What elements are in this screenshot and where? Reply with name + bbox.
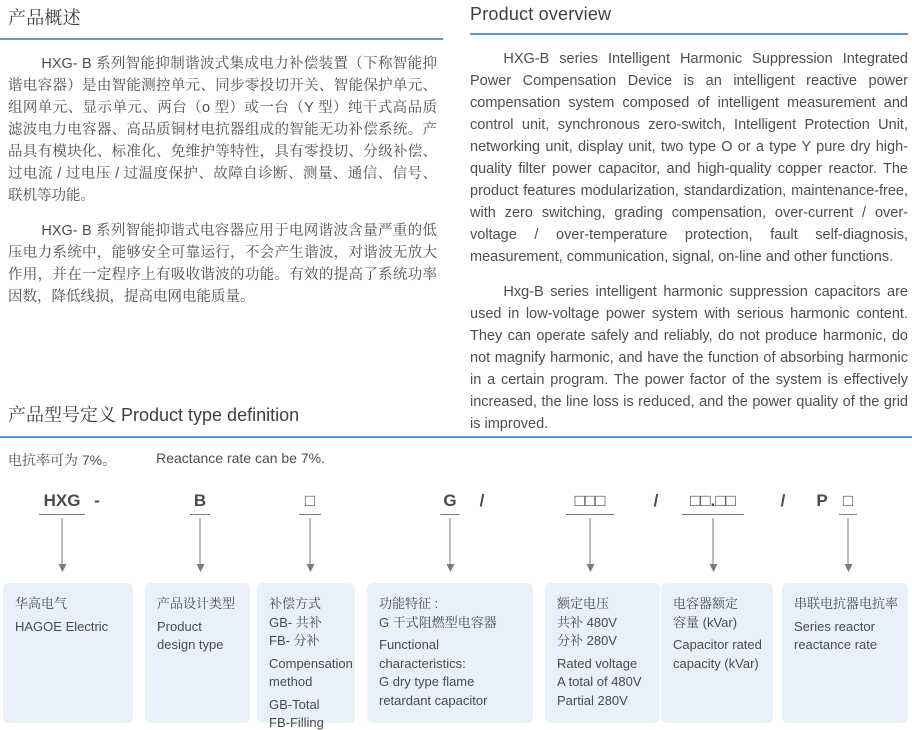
down-arrow-capacity [713, 518, 714, 564]
box-line-en: Compensation method [269, 655, 353, 689]
reactance-note-en: Reactance rate can be 7%. [156, 450, 326, 466]
token-reactance: □ [839, 491, 857, 515]
overview-paragraph-en-2: Hxg-B series intelligent harmonic suppression capacitors are used in low-voltage power system with serious harmonic content. They can operate safely and reliably, do not produce harmonic, do not magnify harmonic, and have the function of absorbing harmonic in a certain program. The power factor of the system is effectively increased, the line loss is reduced, and the power quality of the grid is improved. [470, 284, 908, 432]
box-line-en: Capacitor rated capacity (kVar) [673, 637, 762, 671]
legend-box-capacity [661, 583, 773, 723]
down-arrow-brand [62, 518, 63, 564]
token-compensation: □ [299, 491, 321, 515]
box-line-zh: FB- 分补 [269, 633, 320, 648]
overview-title-en: Product overview [470, 4, 612, 24]
box-line-en: Product design type [157, 618, 224, 652]
down-arrow-design-type [200, 518, 201, 564]
token-slash-3: / [780, 491, 786, 510]
overview-paragraph-zh-1: HXG- B 系列智能抑制谐波式集成电力补偿装置（下称智能抑谐电容器）是由智能测控单元、同步零投切开关、智能保护单元、组网单元、显示单元、两台（o 型）或一台（Y 型）纯干式高品质滤波电力电容器、高品质铜材电抗器组成的智能无功补偿系统。产品具有模块化、标准化、免维护等特性，具有零投切、分级补偿、过电流 / 过电压 / 过温度保护、故障自诊断、测量、通信、信号、联机等功能。 [8, 56, 437, 204]
box-line-zh: 容量 (kVar) [673, 614, 738, 630]
box-line-en: HAGOE Electric [15, 618, 109, 634]
box-line-en: Partial 280V [557, 692, 628, 708]
reactance-note [8, 450, 325, 470]
token-design-type: B [190, 491, 210, 515]
legend-box-design-type [145, 583, 250, 723]
box-line-zh: 分补 280V [557, 633, 617, 648]
box-line-zh: 额定电压 [557, 596, 610, 611]
accent-divider-en [470, 33, 908, 35]
box-line-zh: GB- 共补 [269, 614, 322, 630]
down-arrow-compensation [310, 518, 311, 564]
accent-divider-zh [0, 38, 443, 40]
box-line-en: FB-Filling [269, 715, 324, 730]
legend-box-compensation [257, 583, 355, 730]
legend-box-brand [3, 583, 133, 723]
box-line-zh: 产品设计类型 [157, 596, 236, 611]
accent-divider-full [0, 436, 912, 438]
type-definition-title: 产品型号定义 Product type definition [8, 405, 300, 425]
box-line-en: Series reactor reactance rate [794, 618, 878, 652]
box-line-en: GB-Total [269, 696, 320, 712]
overview-title-zh: 产品概述 [8, 8, 81, 28]
box-line-en: G dry type flame retardant capacitor [379, 674, 488, 708]
legend-box-function [367, 583, 533, 723]
down-arrow-rated-voltage [590, 518, 591, 564]
box-line-en: A total of 480V [557, 674, 642, 689]
overview-section-en [470, 4, 908, 435]
token-rated-voltage: □□□ [566, 491, 614, 515]
overview-paragraph-en-1: HXG-B series Intelligent Harmonic Suppression Integrated Power Compensation Device is an intelligent reactive power compensation system composed of intelligent measurement and control unit, synchronous zero-switch, Intelligent Protection Unit, networking unit, display unit, two type O or a type Y pure dry high-quality filter power capacitor, and high-quality copper reactor. The product features modularization, standardization, maintenance-free, with zero switching, grading compensation, over-current / over-voltage / over-temperature protection, fault self-diagnosis, measurement, communication, signal, on-line and other functions. [470, 51, 908, 265]
down-arrow-reactance [848, 518, 849, 564]
box-line-zh: 补偿方式 [269, 596, 322, 611]
token-brand: HXG [39, 491, 85, 515]
down-arrow-function [450, 518, 451, 564]
legend-box-reactance [782, 583, 908, 723]
overview-paragraph-zh-2: HXG- B 系列智能抑谐式电容器应用于电网谐波含量严重的低压电力系统中，能够安全可靠运行，不会产生谐波，对谐波无放大作用，并在一定程序上有吸收谐波的功能。有效的提高了系统功率因数，降低线损，提高电网电能质量。 [8, 223, 437, 305]
token-capacity: □□.□□ [682, 491, 744, 515]
box-line-en: Rated voltage [557, 655, 638, 671]
box-line-zh: G 干式阻燃型电容器 [379, 614, 497, 630]
token-dash: - [94, 491, 100, 510]
token-function: G [440, 491, 459, 515]
box-line-zh: 共补 480V [557, 614, 617, 630]
token-slash-1: / [479, 491, 485, 510]
legend-box-rated-voltage [545, 583, 660, 723]
token-p: P [816, 491, 828, 510]
reactance-note-zh: 电抗率可为 7%。 [8, 452, 117, 468]
box-line-en: Functional characteristics: [379, 637, 466, 671]
box-line-zh: 串联电抗器电抗率 [794, 596, 899, 611]
box-line-zh: 电容器额定 [673, 596, 739, 611]
box-line-zh: 功能特征 : [379, 596, 439, 611]
token-slash-2: / [653, 491, 659, 510]
box-line-zh: 华高电气 [15, 596, 68, 611]
model-number-diagram [0, 487, 912, 730]
overview-section-zh [0, 4, 443, 308]
